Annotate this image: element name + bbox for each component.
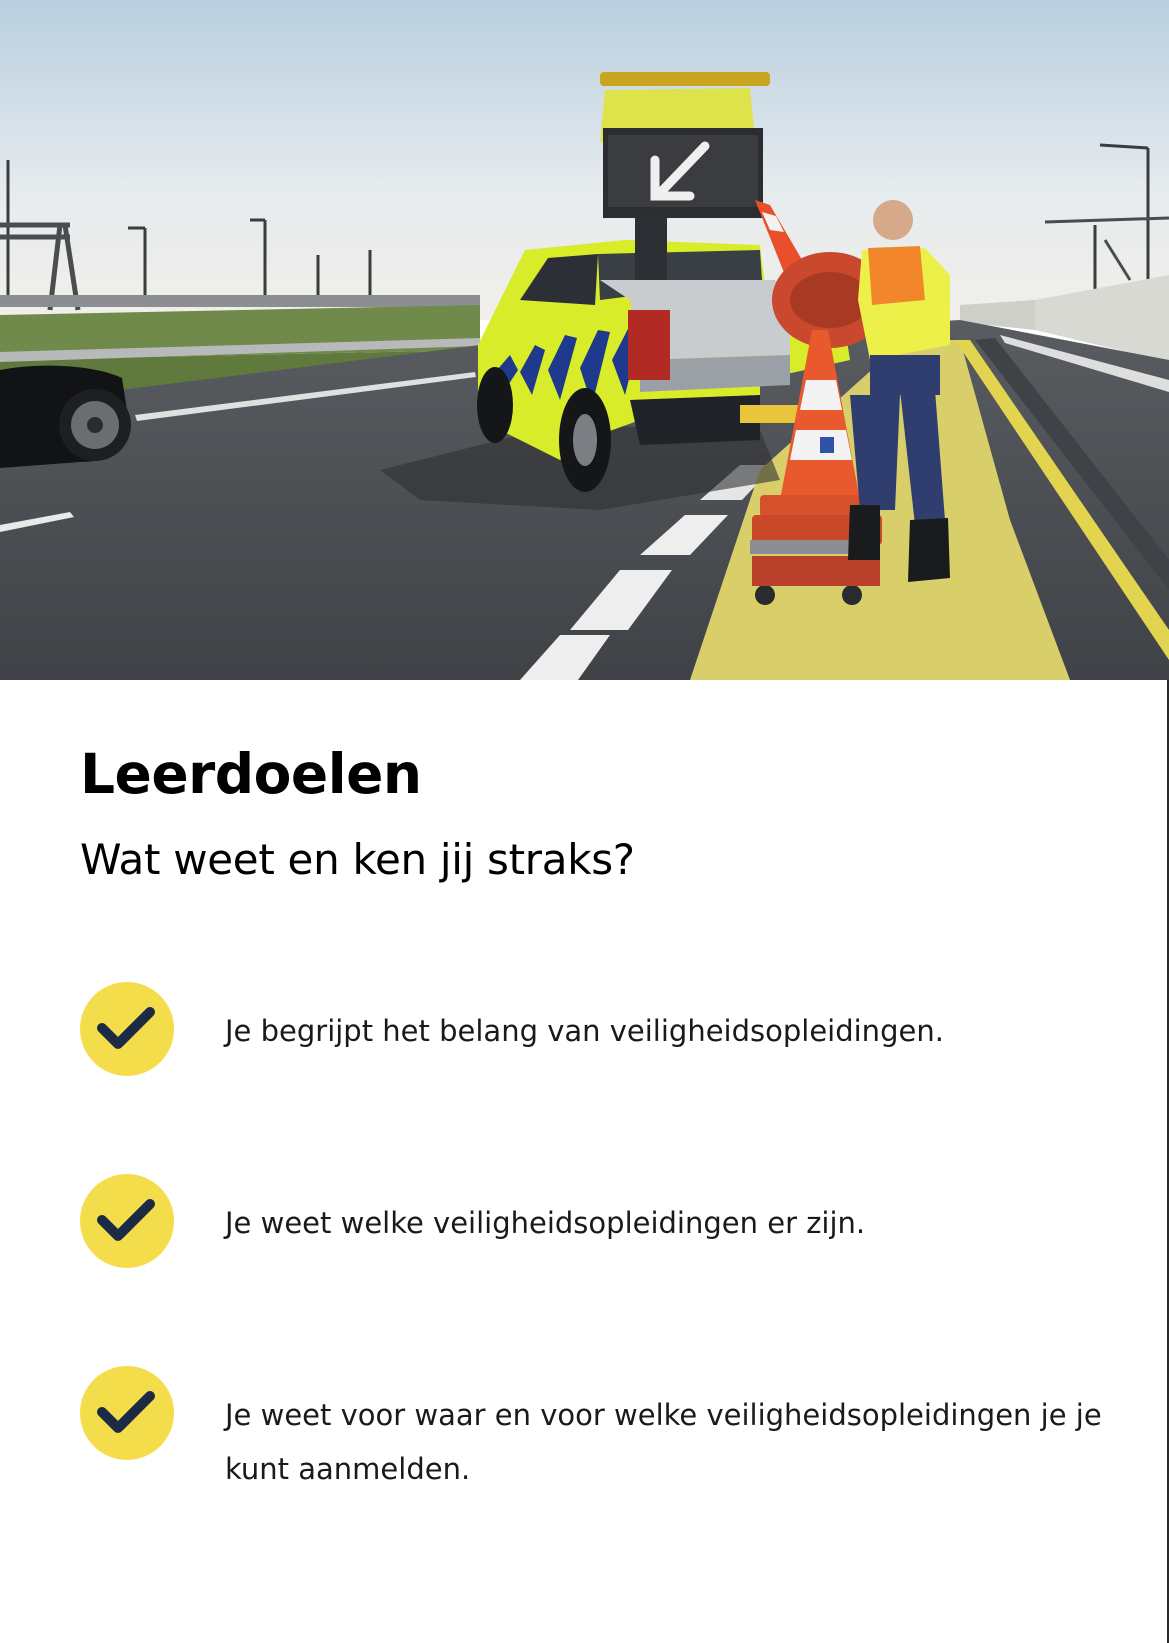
learning-goal-text: Je begrijpt het belang van veiligheidsopleidingen.	[225, 1014, 944, 1048]
hero-photo	[0, 0, 1169, 680]
checkmark-icon	[80, 1366, 174, 1460]
page-subtitle: Wat weet en ken jij straks?	[80, 835, 635, 884]
page-title: Leerdoelen	[80, 742, 422, 806]
learning-goal-text: Je weet welke veiligheidsopleidingen er zijn.	[225, 1206, 866, 1240]
checkmark-icon	[80, 1174, 174, 1268]
learning-goal-text: Je weet voor waar en voor welke veiligheidsopleidingen je je kunt aanmelden.	[225, 1398, 1102, 1486]
checkmark-icon	[80, 982, 174, 1076]
